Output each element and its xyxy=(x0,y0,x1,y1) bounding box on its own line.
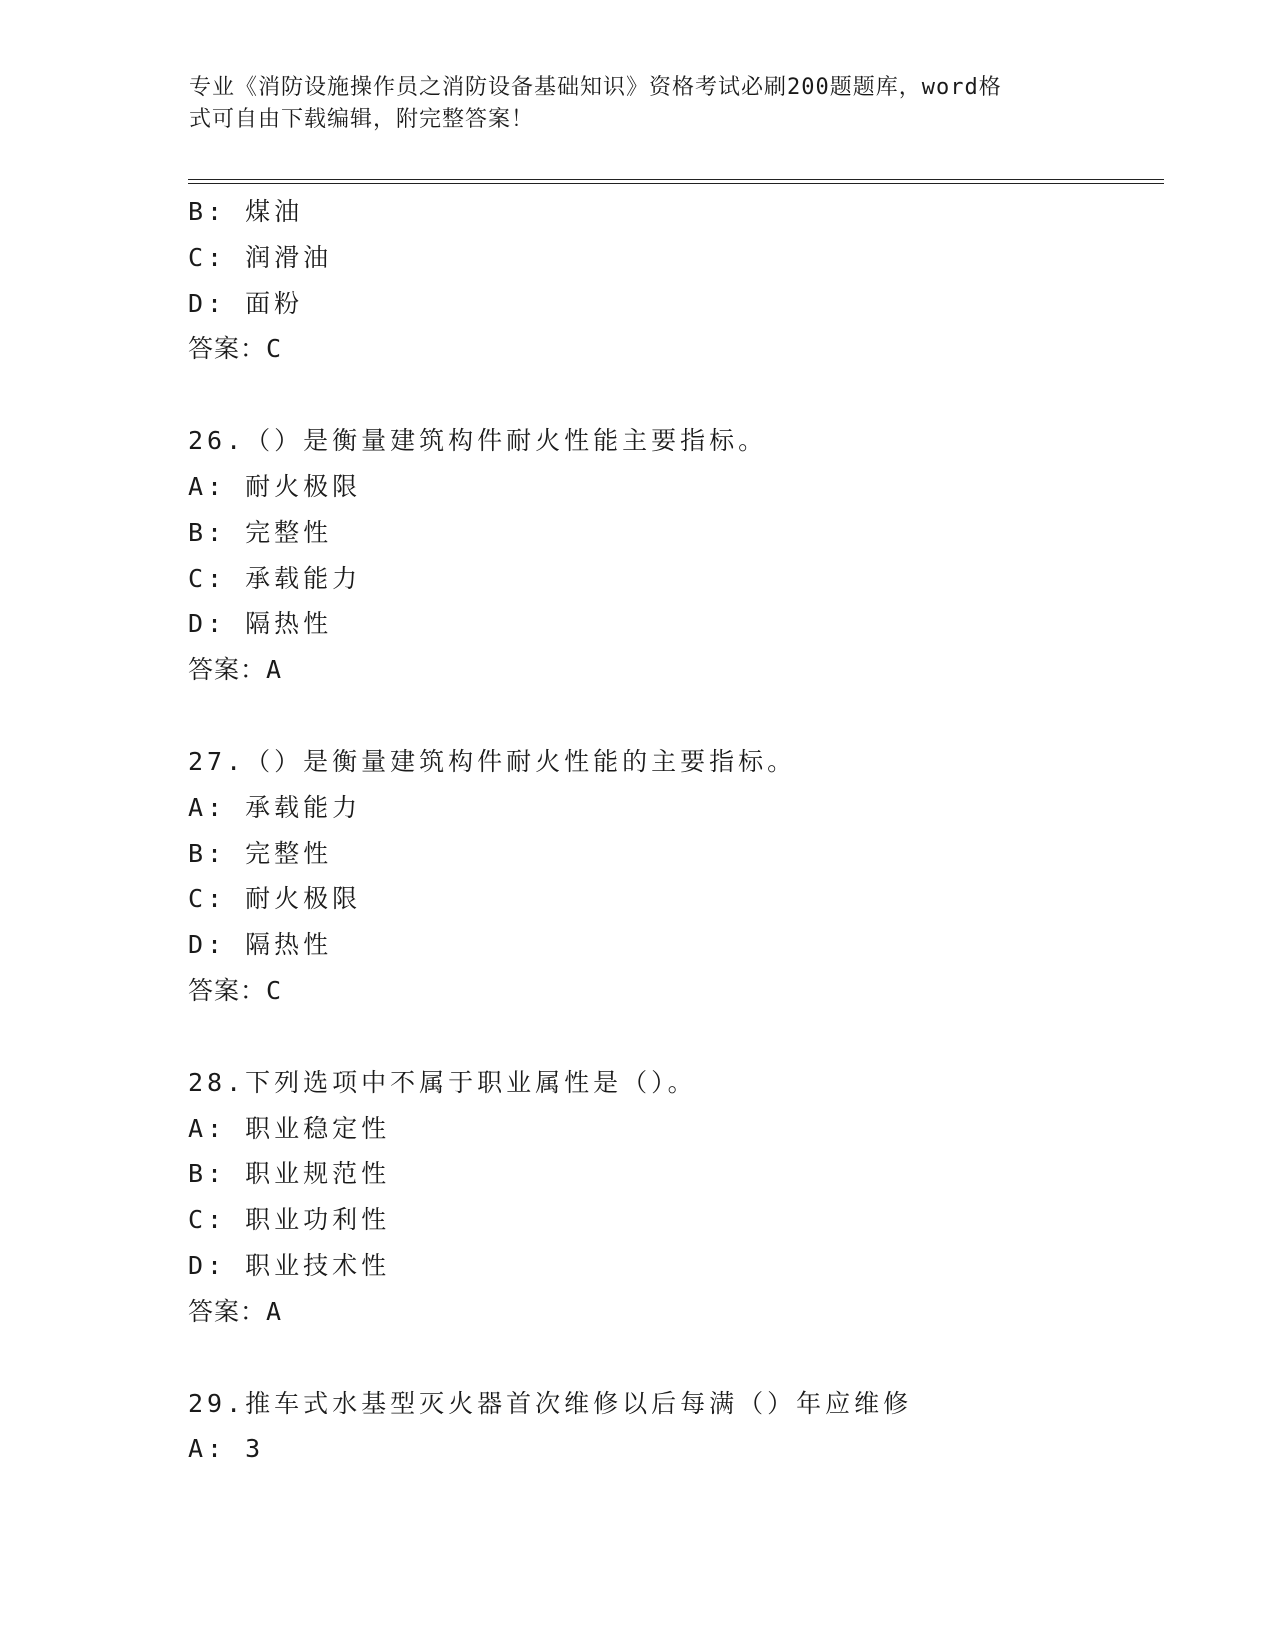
question-block-27 xyxy=(188,739,1168,1014)
option-d: D: 隔热性 xyxy=(188,930,333,960)
question-block-28 xyxy=(188,1060,1168,1335)
question-block-25 xyxy=(188,189,1168,372)
option-d: D: 职业技术性 xyxy=(188,1250,391,1280)
header-line-1: 专业《消防设施操作员之消防设备基础知识》资格考试必刷200题题库，word格 xyxy=(189,75,1002,100)
option-a: A: 3 xyxy=(188,1434,265,1464)
option-a: A: 承载能力 xyxy=(188,792,362,822)
header-divider xyxy=(188,179,1164,184)
option-b: B: 完整性 xyxy=(188,517,333,547)
option-d: D: 面粉 xyxy=(188,288,304,318)
answer-line: 答案：C xyxy=(188,334,283,364)
answer-line: 答案：C xyxy=(188,975,283,1005)
question-stem: 27.（）是衡量建筑构件耐火性能的主要指标。 xyxy=(188,746,797,776)
spacer xyxy=(188,693,1168,739)
option-c: C: 润滑油 xyxy=(188,242,333,272)
document-header xyxy=(189,72,1069,136)
option-b: B: 煤油 xyxy=(188,197,304,226)
question-stem: 26.（）是衡量建筑构件耐火性能主要指标。 xyxy=(188,426,768,456)
header-line-2: 式可自由下载编辑，附完整答案！ xyxy=(189,107,535,132)
spacer xyxy=(188,1335,1168,1381)
spacer xyxy=(188,372,1168,418)
spacer xyxy=(188,1014,1168,1060)
option-d: D: 隔热性 xyxy=(188,609,333,639)
question-block-29 xyxy=(188,1381,1168,1473)
question-stem: 29.推车式水基型灭火器首次维修以后每满（）年应维修 xyxy=(188,1388,913,1418)
option-b: B: 完整性 xyxy=(188,838,333,868)
option-a: A: 职业稳定性 xyxy=(188,1113,391,1143)
question-stem: 28.下列选项中不属于职业属性是（）。 xyxy=(188,1067,697,1097)
answer-line: 答案：A xyxy=(188,1296,283,1326)
question-block-26 xyxy=(188,418,1168,693)
option-c: C: 职业功利性 xyxy=(188,1205,391,1235)
option-a: A: 耐火极限 xyxy=(188,471,362,501)
option-c: C: 耐火极限 xyxy=(188,884,362,914)
option-c: C: 承载能力 xyxy=(188,563,362,593)
option-b: B: 职业规范性 xyxy=(188,1159,391,1189)
question-list xyxy=(188,189,1168,1472)
answer-line: 答案：A xyxy=(188,655,283,685)
